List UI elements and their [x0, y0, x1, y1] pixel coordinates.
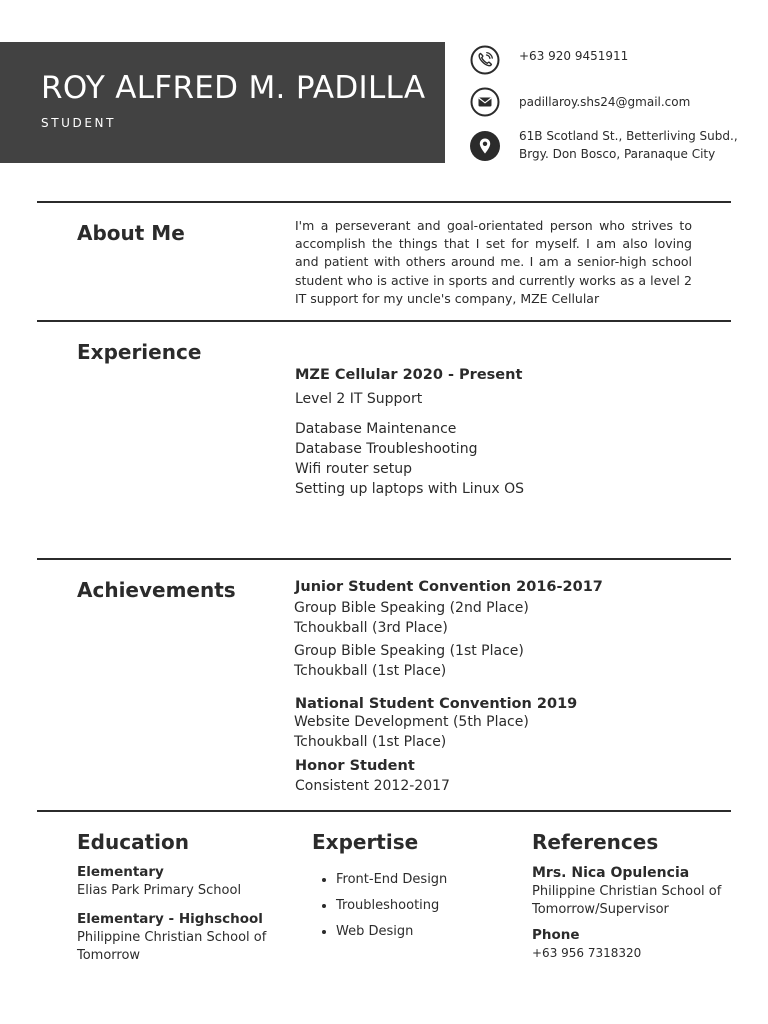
- reference-org-line-1: Philippine Christian School of: [532, 884, 722, 899]
- achievement-item: Group Bible Speaking (2nd Place): [294, 600, 529, 616]
- job-heading: MZE Cellular 2020 - Present: [295, 367, 523, 383]
- education-school: Elias Park Primary School: [77, 883, 242, 898]
- contact-email: padillaroy.shs24@gmail.com: [519, 95, 691, 109]
- achievement-item: Group Bible Speaking (1st Place): [294, 643, 524, 659]
- person-role: STUDENT: [41, 116, 117, 130]
- person-name: ROY ALFRED M. PADILLA: [41, 70, 426, 106]
- divider-experience: [37, 320, 731, 322]
- experience-title: Experience: [77, 340, 202, 364]
- reference-phone: +63 956 7318320: [532, 946, 642, 960]
- task-item: Wifi router setup: [295, 461, 413, 477]
- divider-about: [37, 201, 731, 203]
- references-title: References: [532, 830, 659, 854]
- divider-bottom: [37, 810, 731, 812]
- education-title: Education: [77, 830, 189, 854]
- contact-phone: +63 920 9451911: [519, 49, 629, 63]
- expertise-item: • Troubleshooting: [336, 898, 447, 914]
- about-title: About Me: [77, 221, 185, 245]
- achievement-item: Tchoukball (1st Place): [294, 734, 447, 750]
- phone-icon: [470, 45, 500, 75]
- education-level: Elementary: [77, 864, 164, 880]
- reference-org: [532, 883, 721, 919]
- achievement-item: Consistent 2012-2017: [295, 778, 450, 794]
- expertise-title: Expertise: [312, 830, 419, 854]
- reference-name: Mrs. Nica Opulencia: [532, 865, 690, 881]
- task-item: Setting up laptops with Linux OS: [295, 481, 525, 497]
- location-icon: [470, 131, 500, 161]
- school-line-1: Philippine Christian School of: [77, 930, 267, 945]
- achievement-item: Tchoukball (1st Place): [294, 663, 447, 679]
- about-text: I'm a perseverant and goal-orientated person who strives to accomplish the things that I set for myself. I am also loving and patient with others around me. I am a senior-high school student who is active in sports and currently works as a level 2 IT support for my uncle's company, MZE Cellular: [295, 218, 692, 306]
- job-role: Level 2 IT Support: [295, 391, 423, 407]
- achievement-item: Website Development (5th Place): [294, 714, 529, 730]
- expertise-item: • Front-End Design: [336, 872, 447, 888]
- reference-org-line-2: Tomorrow/Supervisor: [532, 902, 669, 917]
- email-icon: [470, 87, 500, 117]
- reference-phone-label: Phone: [532, 927, 580, 943]
- expertise-list: [314, 872, 447, 950]
- task-item: Database Troubleshooting: [295, 441, 478, 457]
- education-level: Elementary - Highschool: [77, 911, 263, 927]
- address-line-1: 61B Scotland St., Betterliving Subd.,: [519, 129, 738, 143]
- expertise-item: • Web Design: [336, 924, 447, 940]
- school-line-2: Tomorrow: [77, 948, 141, 963]
- address-line-2: Brgy. Don Bosco, Paranaque City: [519, 147, 716, 161]
- achievement-group-heading: Honor Student: [295, 758, 415, 774]
- education-school: [77, 929, 266, 965]
- achievement-item: Tchoukball (3rd Place): [294, 620, 448, 636]
- achievements-title: Achievements: [77, 578, 236, 602]
- divider-achievements: [37, 558, 731, 560]
- contact-address: [519, 127, 738, 163]
- achievement-group-heading: National Student Convention 2019: [295, 696, 578, 712]
- task-item: Database Maintenance: [295, 421, 457, 437]
- achievement-group-heading: Junior Student Convention 2016-2017: [295, 579, 603, 595]
